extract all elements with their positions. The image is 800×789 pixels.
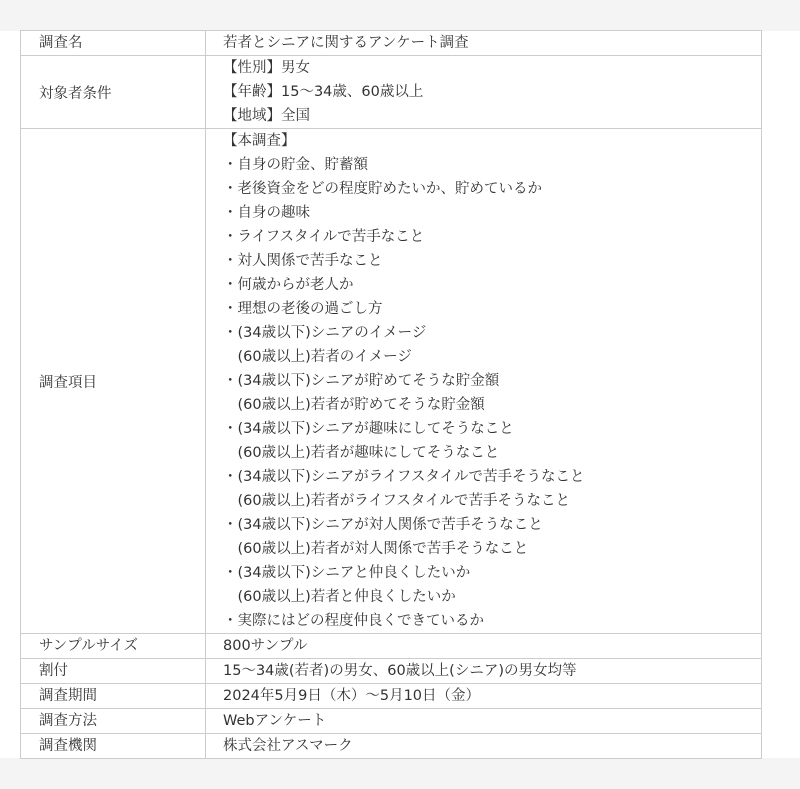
table-row-survey-period: [21, 684, 762, 709]
value-line: ・実際にはどの程度仲良くできているか: [223, 613, 484, 629]
value-line: Webアンケート: [223, 713, 327, 729]
survey-overview-table: [20, 30, 762, 759]
value-line: (60歳以上)若者が対人関係で苦手そうなこと: [223, 541, 529, 557]
row-value: [206, 634, 762, 659]
value-line: (60歳以上)若者のイメージ: [223, 349, 412, 365]
value-line: ・老後資金をどの程度貯めたいか、貯めているか: [223, 181, 542, 197]
row-label: サンプルサイズ: [21, 634, 206, 659]
row-label: 調査期間: [21, 684, 206, 709]
table-row-survey-name: [21, 31, 762, 56]
table-row-survey-items: [21, 129, 762, 634]
value-line: ・(34歳以下)シニアのイメージ: [223, 325, 427, 341]
value-line: ・(34歳以下)シニアと仲良くしたいか: [223, 565, 471, 581]
value-line: ・(34歳以下)シニアが対人関係で苦手そうなこと: [223, 517, 543, 533]
row-value: [206, 56, 762, 129]
value-line: ・(34歳以下)シニアが貯めてそうな貯金額: [223, 373, 500, 389]
row-label: 調査名: [21, 31, 206, 56]
value-line: 株式会社アスマーク: [223, 738, 353, 754]
row-value: [206, 31, 762, 56]
table-row-allocation: [21, 659, 762, 684]
value-line: 【年齢】15～34歳、60歳以上: [223, 84, 424, 100]
value-line: 【本調査】: [223, 133, 296, 149]
row-label: 割付: [21, 659, 206, 684]
row-label: 調査項目: [21, 129, 206, 634]
value-line: ・(34歳以下)シニアが趣味にしてそうなこと: [223, 421, 514, 437]
value-line: 【地域】全国: [223, 108, 310, 124]
value-line: 800サンプル: [223, 638, 308, 654]
value-line: 【性別】男女: [223, 60, 310, 76]
row-label: 調査機関: [21, 734, 206, 759]
value-line: 若者とシニアに関するアンケート調査: [223, 35, 469, 51]
value-line: ・何歳からが老人か: [223, 277, 354, 293]
row-value: [206, 659, 762, 684]
table-row-target-conditions: [21, 56, 762, 129]
row-value: [206, 734, 762, 759]
value-line: ・自身の貯金、貯蓄額: [223, 157, 368, 173]
table-row-sample-size: [21, 634, 762, 659]
value-line: (60歳以上)若者がライフスタイルで苦手そうなこと: [223, 493, 571, 509]
value-line: (60歳以上)若者が貯めてそうな貯金額: [223, 397, 485, 413]
value-line: ・(34歳以下)シニアがライフスタイルで苦手そうなこと: [223, 469, 585, 485]
row-label: 対象者条件: [21, 56, 206, 129]
value-line: 2024年5月9日（木）～5月10日（金）: [223, 688, 481, 704]
value-line: ・理想の老後の過ごし方: [223, 301, 383, 317]
value-line: (60歳以上)若者が趣味にしてそうなこと: [223, 445, 500, 461]
value-line: ・ライフスタイルで苦手なこと: [223, 229, 425, 245]
row-label: 調査方法: [21, 709, 206, 734]
value-line: 15～34歳(若者)の男女、60歳以上(シニア)の男女均等: [223, 663, 577, 679]
value-line: ・自身の趣味: [223, 205, 310, 221]
value-line: (60歳以上)若者と仲良くしたいか: [223, 589, 456, 605]
table-row-survey-method: [21, 709, 762, 734]
value-line: ・対人関係で苦手なこと: [223, 253, 383, 269]
table-row-survey-organization: [21, 734, 762, 759]
row-value: [206, 709, 762, 734]
row-value: [206, 684, 762, 709]
row-value: [206, 129, 762, 634]
